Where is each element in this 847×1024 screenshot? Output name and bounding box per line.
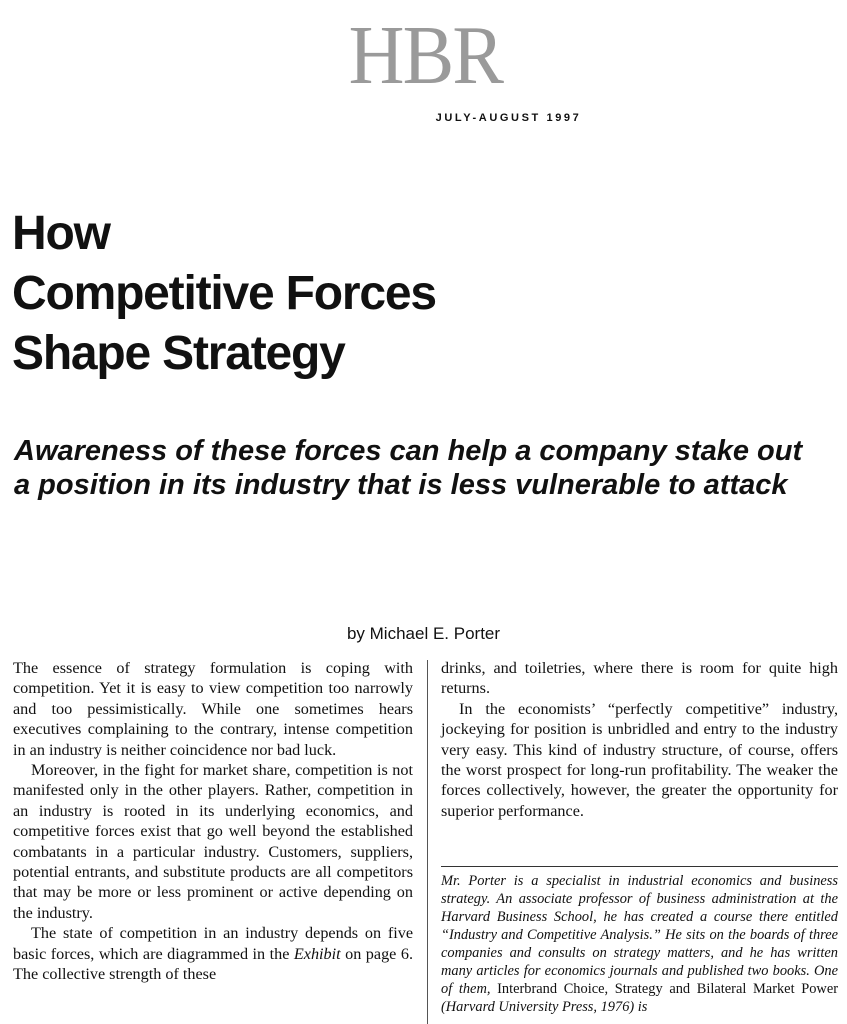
body-column-left: [13, 658, 413, 985]
subtitle-line: a position in its industry that is less vulnerable to attack: [14, 469, 788, 501]
note-divider: [441, 866, 838, 867]
paragraph: The essence of strategy formulation is coping with competition. Yet it is easy to view competition too narrowly and too pessimistically. While one sometimes hears executives complaining to the contrary, intense competition in an industry is neither coincidence nor bad luck.: [13, 659, 413, 759]
paragraph-text: on page 6. The collective strength of these: [13, 944, 413, 984]
title-line: Competitive Forces: [12, 267, 436, 320]
hbr-logo: HBR: [348, 9, 503, 102]
exhibit-reference: Exhibit: [293, 944, 341, 963]
author-note: [441, 872, 838, 1016]
body-column-right: [441, 658, 838, 821]
paragraph: drinks, and toiletries, where there is room for quite high returns.: [441, 659, 838, 698]
paragraph-text: The state of competition in an industry depends on five basic forces, which are diagrammed in the: [13, 924, 413, 963]
article-subtitle: [14, 434, 834, 502]
article-title: [12, 204, 652, 384]
paragraph: Moreover, in the fight for market share, competition is not manifested only in the other players. Rather, competition in an industry is rooted in its underlying economics, and competitive forces exist that go well beyond the established combatants in a particular industry. Customers, suppliers, potential entrants, and substitute products are all competitors that may be more or less prominent or active depending on the industry.: [13, 761, 413, 922]
book-title: Interbrand Choice, Strategy and Bilateral Market Power: [497, 981, 839, 997]
subtitle-line: Awareness of these forces can help a company stake out: [14, 435, 803, 467]
issue-date: JULY-AUGUST 1997: [435, 112, 582, 124]
column-divider: [427, 660, 428, 1024]
title-line: Shape Strategy: [12, 327, 345, 380]
title-line: How: [12, 207, 110, 260]
author-note-text: Mr. Porter is a specialist in industrial economics and business strategy. An associate professor of business administration at the Harvard Business School, he has created a course there entitled “Industry and Competitive Analysis.” He sits on the boards of three companies and consults on strategy matters, and he has written many articles for economics journals and published two books. One of them,: [441, 873, 838, 997]
masthead: [0, 8, 847, 104]
author-note-text: (Harvard University Press, 1976) is: [441, 999, 648, 1015]
paragraph: [13, 923, 413, 984]
byline: by Michael E. Porter: [346, 624, 501, 643]
paragraph: In the economists’ “perfectly competitive” industry, jockeying for position is unbridled and entry to the industry very easy. This kind of industry structure, of course, offers the worst prospect for long-run profitability. The weaker the forces collectively, however, the greater the opportunity for superior performance.: [441, 699, 838, 820]
